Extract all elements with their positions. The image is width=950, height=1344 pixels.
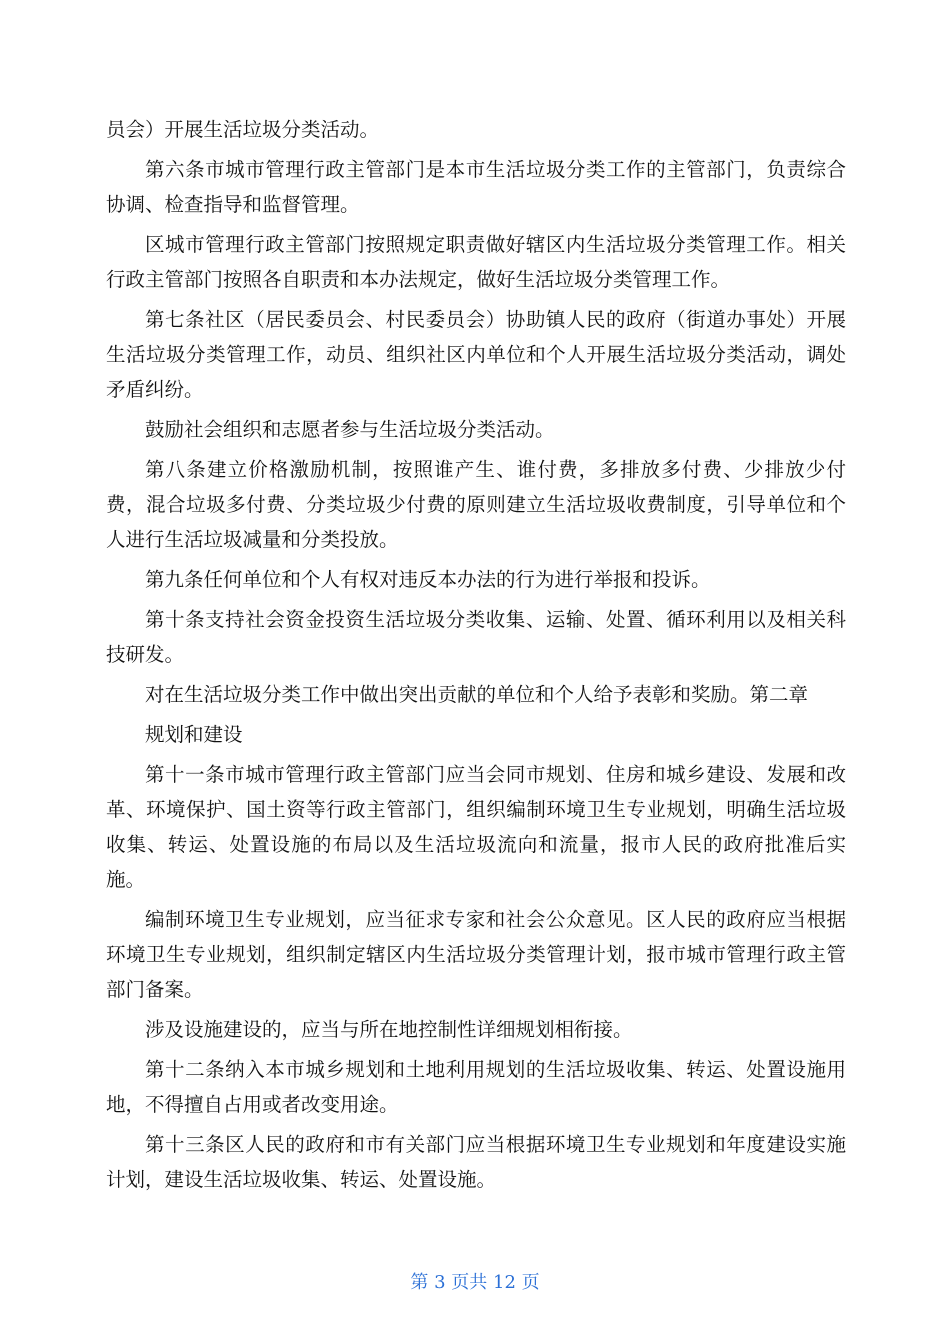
paragraph: 第七条社区（居民委员会、村民委员会）协助镇人民的政府（街道办事处）开展生活垃圾分类管理工作，动员、组织社区内单位和个人开展生活垃圾分类活动，调处矛盾纠纷。: [106, 308, 846, 401]
paragraph: 员会）开展生活垃圾分类活动。: [106, 118, 380, 141]
paragraph: 第十一条市城市管理行政主管部门应当会同市规划、住房和城乡建设、发展和改革、环境保护、国土资等行政主管部门，组织编制环境卫生专业规划，明确生活垃圾收集、转运、处置设施的布局以及生活垃圾流向和流量，报市人民的政府批准后实施。: [106, 763, 846, 891]
paragraph: 第十条支持社会资金投资生活垃圾分类收集、运输、处置、循环利用以及相关科技研发。: [106, 608, 846, 666]
paragraph: 鼓励社会组织和志愿者参与生活垃圾分类活动。: [145, 418, 555, 441]
chapter-title: 规划和建设: [145, 723, 243, 746]
paragraph: 区城市管理行政主管部门按照规定职责做好辖区内生活垃圾分类管理工作。相关行政主管部门按照各自职责和本办法规定，做好生活垃圾分类管理工作。: [106, 233, 846, 291]
paragraph: 第十三条区人民的政府和市有关部门应当根据环境卫生专业规划和年度建设实施计划，建设生活垃圾收集、转运、处置设施。: [106, 1133, 846, 1191]
paragraph: 第八条建立价格激励机制，按照谁产生、谁付费，多排放多付费、少排放少付费，混合垃圾多付费、分类垃圾少付费的原则建立生活垃圾收费制度，引导单位和个人进行生活垃圾减量和分类投放。: [106, 458, 846, 551]
paragraph: 第九条任何单位和个人有权对违反本办法的行为进行举报和投诉。: [145, 568, 711, 591]
paragraph: 第六条市城市管理行政主管部门是本市生活垃圾分类工作的主管部门，负责综合协调、检查指导和监督管理。: [106, 158, 846, 216]
paragraph: 涉及设施建设的，应当与所在地控制性详细规划相衔接。: [145, 1018, 633, 1041]
paragraph: 编制环境卫生专业规划，应当征求专家和社会公众意见。区人民的政府应当根据环境卫生专业规划，组织制定辖区内生活垃圾分类管理计划，报市城市管理行政主管部门备案。: [106, 908, 846, 1001]
paragraph: 第十二条纳入本市城乡规划和土地利用规划的生活垃圾收集、转运、处置设施用地，不得擅自占用或者改变用途。: [106, 1058, 846, 1116]
page-number-footer: 第 3 页共 12 页: [410, 1272, 540, 1293]
document-body: [106, 112, 846, 1202]
paragraph: 对在生活垃圾分类工作中做出突出贡献的单位和个人给予表彰和奖励。第二章: [145, 683, 809, 706]
